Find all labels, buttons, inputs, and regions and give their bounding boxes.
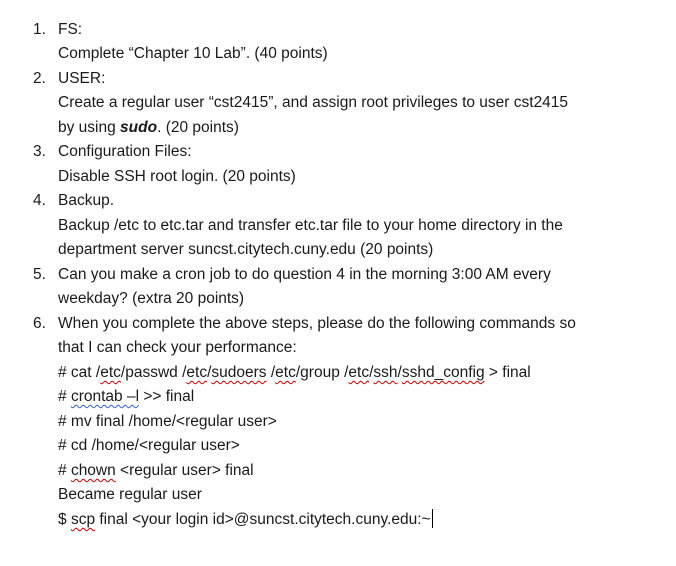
spell-flag: etc [348,364,370,381]
command-crontab [58,385,194,409]
item-3-body: Disable SSH root login. (20 points) [58,168,296,185]
grammar-flag: crontab –l [70,388,140,405]
item-3-title: Configuration Files: [58,143,192,160]
cmd-text: $ [58,511,71,528]
item-2-title: USER: [58,70,106,87]
cmd-text: >> final [139,388,195,405]
spell-flag: etc [275,364,296,381]
spell-flag: etc [186,364,208,381]
cmd-text: > final [484,364,531,381]
item-4-body-line-1: Backup /etc to etc.tar and transfer etc.tar file to your home directory in the [58,217,563,234]
text-cursor [432,509,433,528]
spell-flag: sudoers [211,364,267,381]
item-2-body-line-2 [58,116,239,140]
list-number-1: 1. [33,21,46,38]
cmd-text: /passwd / [120,364,187,381]
command-cd: # cd /home/<regular user> [58,437,240,454]
sudo-emphasis: sudo [120,119,158,136]
item-2-body-points: . (20 points) [157,119,239,136]
item-1-title: FS: [58,21,83,38]
list-number-6: 6. [33,315,46,332]
item-5-title: Can you make a cron job to do question 4 in the morning 3:00 AM every [58,266,551,283]
list-number-2: 2. [33,70,46,87]
item-2-body-text: by using [58,119,121,136]
item-4-title: Backup. [58,192,115,209]
cmd-text: # [58,388,71,405]
item-6-title: When you complete the above steps, please do the following commands so [58,315,576,332]
spell-flag: chown [70,462,116,479]
spell-flag: scp [70,511,96,528]
cmd-text: / [397,364,402,381]
command-mv: # mv final /home/<regular user> [58,413,277,430]
item-1-body: Complete “Chapter 10 Lab”. (40 points) [58,45,328,62]
cmd-text: / [369,364,374,381]
list-number-3: 3. [33,143,46,160]
item-2-body-line-1: Create a regular user “cst2415”, and assign root privileges to user cst2415 [58,94,569,111]
cmd-text: / [266,364,276,381]
cmd-text: / [207,364,212,381]
cmd-text: # [58,462,71,479]
item-5-body: weekday? (extra 20 points) [58,290,245,307]
cmd-text: /group / [295,364,349,381]
command-scp [58,508,433,532]
cmd-text: # cat / [58,364,101,381]
list-number-5: 5. [33,266,46,283]
item-4-body-line-2: department server suncst.citytech.cuny.edu (20 points) [58,241,434,258]
cmd-text: final <your login id>@suncst.citytech.cuny.edu:~ [95,511,431,528]
spell-flag: sshd_config [401,364,485,381]
spell-flag: ssh [373,364,398,381]
command-chown [58,459,254,483]
became-regular-user-text: Became regular user [58,486,202,503]
item-6-body: that I can check your performance: [58,339,297,356]
cmd-text: <regular user> final [115,462,254,479]
list-number-4: 4. [33,192,46,209]
spell-flag: etc [100,364,121,381]
command-cat [58,361,531,385]
